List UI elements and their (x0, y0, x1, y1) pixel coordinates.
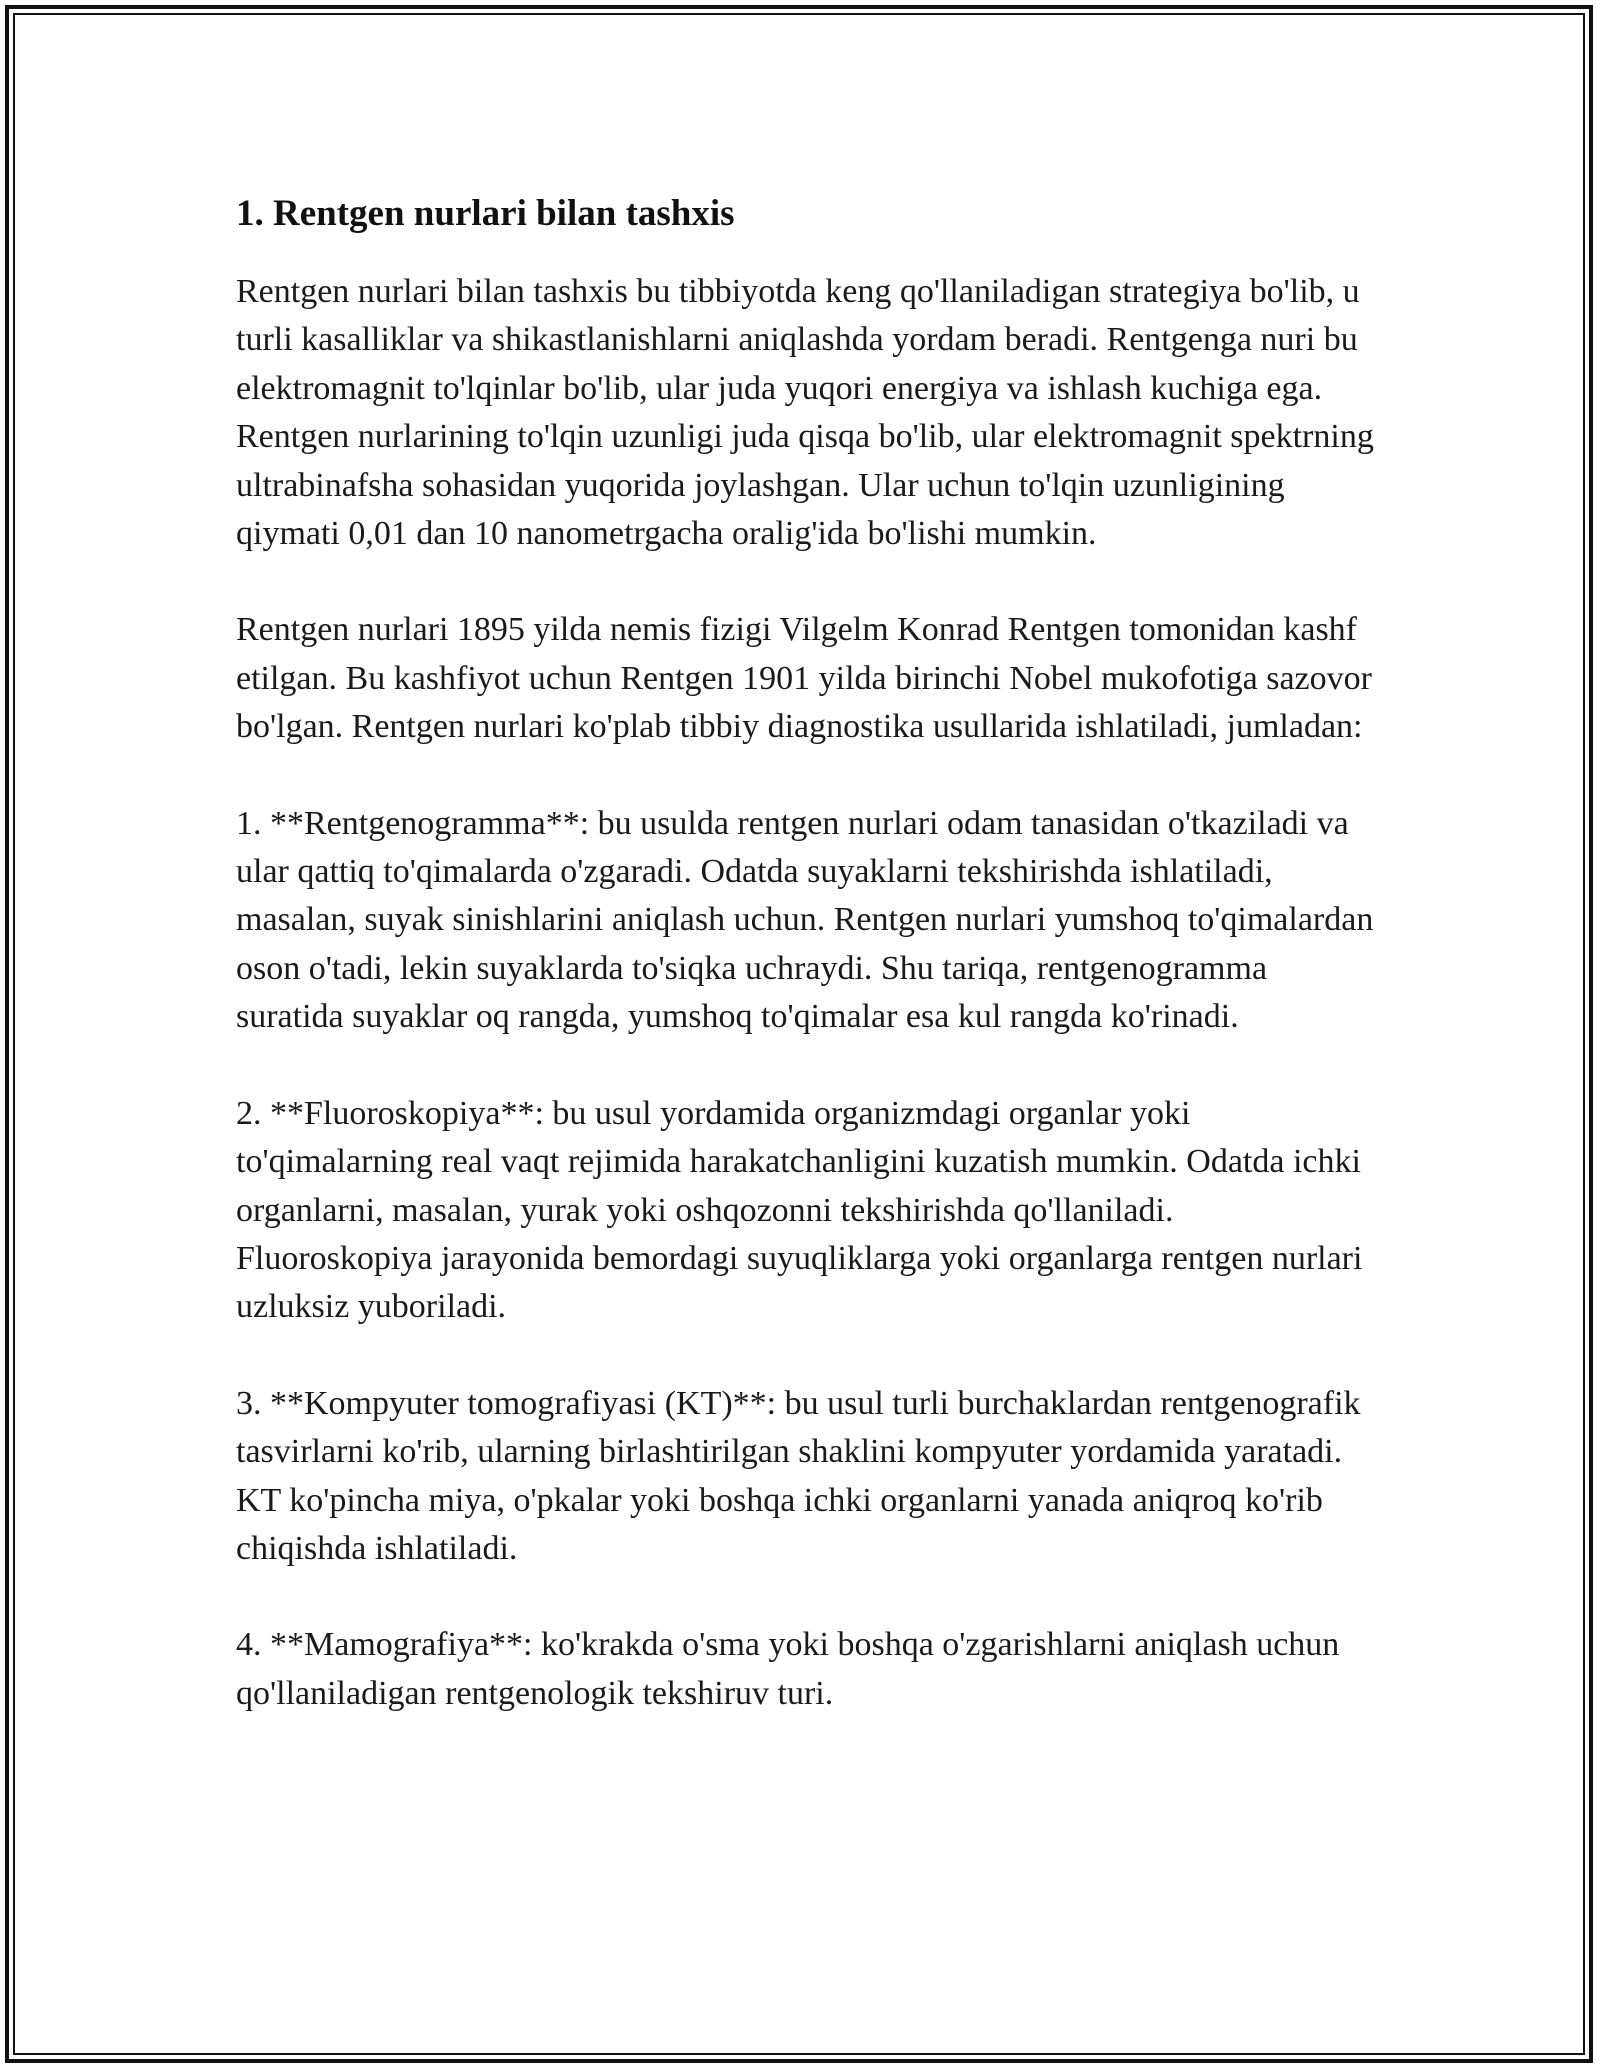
list-item-kompyuter-tomografiyasi: 3. **Kompyuter tomografiyasi (KT)**: bu usul turli burchaklardan rentgenografik tasvirlarni ko'rib, ularning birlashtirilgan shaklini kompyuter yordamida yaratadi. KT ko'pincha miya, o'pkalar yoki boshqa ichki organlarni yanada aniqroq ko'rib chiqishda ishlatiladi. (236, 1384, 1361, 1567)
list-item-mamografiya: 4. **Mamografiya**: ko'krakda o'sma yoki boshqa o'zgarishlarni aniqlash uchun qo'llaniladigan rentgenologik tekshiruv turi. (236, 1626, 1340, 1712)
paragraph-history: Rentgen nurlari 1895 yilda nemis fizigi Vilgelm Konrad Rentgen tomonidan kashf etilgan. Bu kashfiyot uchun Rentgen 1901 yilda birinchi Nobel mukofotiga sazovor bo'lgan. Rentgen nurlari ko'plab tibbiy diagnostika usullarida ishlatiladi, jumladan: (236, 611, 1372, 746)
list-item-fluoroskopiya: 2. **Fluoroskopiya**: bu usul yordamida organizmdagi organlar yoki to'qimalarning real vaqt rejimida harakatchanligini kuzatish mumkin. Odatda ichki organlarni, masalan, yurak yoki oshqozonni tekshirishda qo'llaniladi. Fluoroskopiya jarayonida bemordagi suyuqliklarga yoki organlarga rentgen nurlari uzluksiz yuboriladi. (236, 1094, 1363, 1326)
paragraph-intro: Rentgen nurlari bilan tashxis bu tibbiyotda keng qo'llaniladigan strategiya bo'lib, u turli kasalliklar va shikastlanishlarni aniqlashda yordam beradi. Rentgenga nuri bu elektromagnit to'lqinlar bo'lib, ular juda yuqori energiya va ishlash kuchiga ega. Rentgen nurlarining to'lqin uzunligi juda qisqa bo'lib, ular elektromagnit spektrning ultrabinafsha sohasidan yuqorida joylashgan. Ular uchun to'lqin uzunligining qiymati 0,01 dan 10 nanometrgacha oralig'ida bo'lishi mumkin. (236, 273, 1374, 553)
document-title: 1. Rentgen nurlari bilan tashxis (236, 193, 735, 234)
list-item-rentgenogramma: 1. **Rentgenogramma**: bu usulda rentgen nurlari odam tanasidan o'tkaziladi va ular qattiq to'qimalarda o'zgaradi. Odatda suyaklarni tekshirishda ishlatiladi, masalan, suyak sinishlarini aniqlash uchun. Rentgen nurlari yumshoq to'qimalardan oson o'tadi, lekin suyaklarda to'siqka uchraydi. Shu tariqa, rentgenogramma suratida suyaklar oq rangda, yumshoq to'qimalar esa kul rangda ko'rinadi. (236, 804, 1374, 1036)
document-body (236, 186, 1376, 1766)
